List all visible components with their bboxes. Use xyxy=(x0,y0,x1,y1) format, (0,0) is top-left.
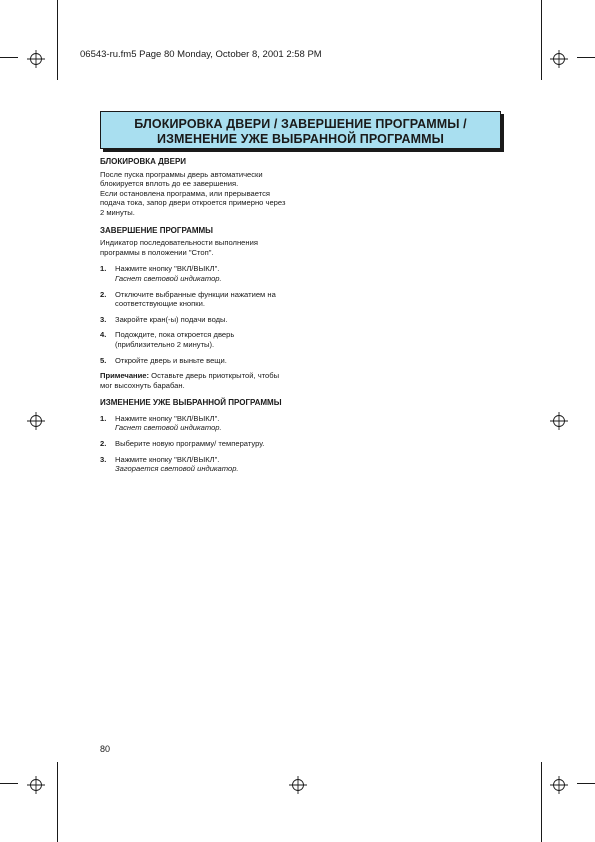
main-content xyxy=(100,157,330,482)
step-number: 1. xyxy=(100,264,107,274)
note-text: Оставьте дверь приоткрытой, чтобы xyxy=(149,371,280,381)
step-text: Откройте дверь и выньте вещи. xyxy=(115,355,227,365)
crop-mark-top-right-h xyxy=(577,57,595,58)
registration-mark-icon xyxy=(27,776,45,794)
step-text: Закройте кран(-ы) подачи воды. xyxy=(115,314,228,324)
step-text: Нажмите кнопку "ВКЛ/ВЫКЛ". xyxy=(115,264,220,274)
step-text: соответствующие кнопки. xyxy=(115,299,205,309)
print-header: 06543-ru.fm5 Page 80 Monday, October 8, 2001 2:58 PM xyxy=(80,49,322,60)
note-text: мог высохнуть барабан. xyxy=(100,380,185,390)
list-item xyxy=(100,315,330,325)
step-text: Выберите новую программу/ температуру. xyxy=(115,439,265,449)
registration-mark-icon xyxy=(289,776,307,794)
list-item xyxy=(100,356,330,366)
registration-mark-icon xyxy=(27,412,45,430)
registration-mark-icon xyxy=(550,50,568,68)
step-number: 2. xyxy=(100,289,107,299)
step-text: (приблизительно 2 минуты). xyxy=(115,339,215,349)
list-item xyxy=(100,330,330,349)
step-number: 5. xyxy=(100,355,107,365)
crop-mark-bottom-left-v xyxy=(57,762,58,842)
registration-mark-icon xyxy=(27,50,45,68)
crop-mark-bottom-right-v xyxy=(541,762,542,842)
paragraph-line: Если остановлена программа, или прерывается xyxy=(100,188,271,198)
paragraph-line: 2 минуты. xyxy=(100,207,135,217)
step-note: Загорается световой индикатор. xyxy=(115,464,239,474)
section-heading: ЗАВЕРШЕНИЕ ПРОГРАММЫ xyxy=(100,225,214,235)
crop-mark-top-right-v xyxy=(541,0,542,80)
section-door-lock xyxy=(100,157,330,218)
section-heading: БЛОКИРОВКА ДВЕРИ xyxy=(100,157,187,166)
list-item xyxy=(100,439,330,449)
paragraph-line: блокируется вплоть до ее завершения. xyxy=(100,179,239,189)
crop-mark-top-left-v xyxy=(57,0,58,80)
steps-list xyxy=(100,264,330,365)
step-text: Подождите, пока откроется дверь xyxy=(115,330,235,340)
list-item xyxy=(100,264,330,283)
step-text: Нажмите кнопку "ВКЛ/ВЫКЛ". xyxy=(115,454,220,464)
paragraph-line: подача тока, запор двери откроется примерно через xyxy=(100,198,286,208)
list-item xyxy=(100,414,330,433)
step-text: Отключите выбранные функции нажатием на xyxy=(115,289,276,299)
list-item xyxy=(100,290,330,309)
page-title-line-1: БЛОКИРОВКА ДВЕРИ / ЗАВЕРШЕНИЕ ПРОГРАММЫ / xyxy=(134,117,467,131)
paragraph-line: Индикатор последовательности выполнения xyxy=(100,238,258,248)
steps-list xyxy=(100,414,330,474)
paragraph-line: программы в положении "Стоп". xyxy=(100,247,214,257)
step-number: 3. xyxy=(100,314,107,324)
step-text: Нажмите кнопку "ВКЛ/ВЫКЛ". xyxy=(115,413,220,423)
step-number: 2. xyxy=(100,439,107,449)
step-number: 1. xyxy=(100,413,107,423)
list-item xyxy=(100,455,330,474)
section-heading: ИЗМЕНЕНИЕ УЖЕ ВЫБРАННОЙ ПРОГРАММЫ xyxy=(100,398,282,408)
note xyxy=(100,371,330,390)
page-title-line-2: ИЗМЕНЕНИЕ УЖЕ ВЫБРАННОЙ ПРОГРАММЫ xyxy=(157,132,444,146)
crop-mark-bottom-right-h xyxy=(577,783,595,784)
section-end-program xyxy=(100,226,330,391)
section-change-program xyxy=(100,398,330,474)
step-note: Гаснет световой индикатор. xyxy=(115,273,222,283)
title-box xyxy=(100,111,501,149)
page-number: 80 xyxy=(100,744,111,754)
registration-mark-icon xyxy=(550,412,568,430)
step-number: 3. xyxy=(100,454,107,464)
crop-mark-top-left-h xyxy=(0,57,18,58)
note-label: Примечание: xyxy=(100,371,150,381)
registration-mark-icon xyxy=(550,776,568,794)
paragraph-line: После пуска программы дверь автоматически xyxy=(100,169,263,179)
step-note: Гаснет световой индикатор. xyxy=(115,423,222,433)
step-number: 4. xyxy=(100,330,107,340)
crop-mark-bottom-left-h xyxy=(0,783,18,784)
